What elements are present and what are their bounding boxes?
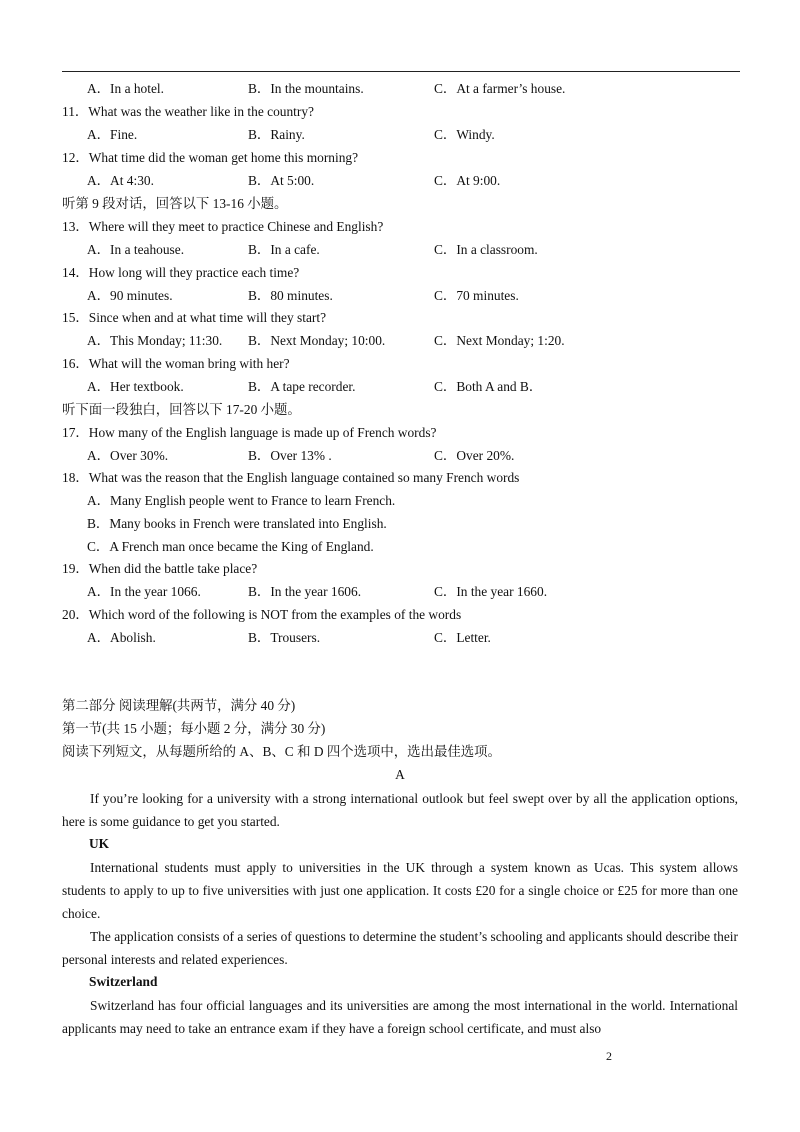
q18-option-b: B．Many books in French were translated into English. xyxy=(87,516,387,531)
q14-option-a: A．90 minutes. xyxy=(87,288,173,303)
q20-option-a: A．Abolish. xyxy=(87,630,156,645)
instruction-monologue: 听下面一段独白，回答以下 17-20 小题。 xyxy=(62,402,301,417)
q15-stem: 15．Since when and at what time will they start? xyxy=(62,310,327,325)
q15-option-a: A．This Monday; 11:30. xyxy=(87,333,223,348)
q20-option-b: B．Trousers. xyxy=(248,630,321,645)
q13-option-b: B．In a cafe. xyxy=(248,242,320,257)
q17-stem: 17．How many of the English language is made up of French words? xyxy=(62,425,437,440)
passage-intro: If you’re looking for a university with a strong international outlook but feel swept over by all the application options, here is some guidance to get you started. xyxy=(62,791,738,829)
reading-instruction: 阅读下列短文，从每题所给的 A、B、C 和 D 四个选项中，选出最佳选项。 xyxy=(62,744,501,759)
q17-option-a: A．Over 30%. xyxy=(87,448,169,463)
q18-stem: 18．What was the reason that the English language contained so many French words xyxy=(62,470,520,485)
q14-option-c: C．70 minutes. xyxy=(434,288,519,303)
q17-option-b: B．Over 13% . xyxy=(248,448,332,463)
page-number: 2 xyxy=(606,1049,612,1063)
q12-stem: 12．What time did the woman get home this morning? xyxy=(62,150,359,165)
uk-paragraph-2: The application consists of a series of questions to determine the student’s schooling and applicants should describe their personal interests and related experiences. xyxy=(62,929,738,967)
q11-option-c: C．Windy. xyxy=(434,127,495,142)
q12-option-a: A．At 4:30. xyxy=(87,173,154,188)
q12-option-c: C．At 9:00. xyxy=(434,173,501,188)
q19-stem: 19．When did the battle take place? xyxy=(62,561,258,576)
q20-stem: 20．Which word of the following is NOT from the examples of the words xyxy=(62,607,462,622)
q11-option-a: A．Fine. xyxy=(87,127,138,142)
q11-option-b: B．Rainy. xyxy=(248,127,305,142)
q16-stem: 16．What will the woman bring with her? xyxy=(62,356,290,371)
q16-option-b: B．A tape recorder. xyxy=(248,379,356,394)
passage-label: A xyxy=(395,767,405,782)
q10-option-a: A．In a hotel. xyxy=(87,81,164,96)
heading-switzerland: Switzerland xyxy=(89,974,158,989)
q14-option-b: B．80 minutes. xyxy=(248,288,333,303)
instruction-dialogue-9: 听第 9 段对话，回答以下 13-16 小题。 xyxy=(62,196,288,211)
q13-stem: 13．Where will they meet to practice Chinese and English? xyxy=(62,219,384,234)
q14-stem: 14．How long will they practice each time? xyxy=(62,265,300,280)
q15-option-c: C．Next Monday; 1:20. xyxy=(434,333,565,348)
q17-option-c: C．Over 20%. xyxy=(434,448,515,463)
q12-option-b: B．At 5:00. xyxy=(248,173,315,188)
heading-uk: UK xyxy=(89,836,110,851)
q13-option-a: A．In a teahouse. xyxy=(87,242,185,257)
q18-option-a: A．Many English people went to France to learn French. xyxy=(87,493,396,508)
q19-option-a: A．In the year 1066. xyxy=(87,584,201,599)
q11-stem: 11．What was the weather like in the country? xyxy=(62,104,314,119)
q13-option-c: C．In a classroom. xyxy=(434,242,538,257)
q10-option-c: C．At a farmer’s house. xyxy=(434,81,566,96)
q16-option-c: C．Both A and B． xyxy=(434,379,543,394)
q10-option-b: B．In the mountains. xyxy=(248,81,364,96)
q20-option-c: C．Letter. xyxy=(434,630,491,645)
q18-option-c: C．A French man once became the King of England. xyxy=(87,539,374,554)
q16-option-a: A．Her textbook. xyxy=(87,379,184,394)
uk-paragraph-1: International students must apply to universities in the UK through a system known as Ucas. This system allows students to apply to up to five universities with just one application. It costs £20 for a single choice or £25 for more than one choice. xyxy=(62,860,738,921)
q19-option-c: C．In the year 1660. xyxy=(434,584,548,599)
q19-option-b: B．In the year 1606. xyxy=(248,584,362,599)
switzerland-paragraph-1: Switzerland has four official languages and its universities are among the most international in the world. International applicants may need to take an entrance exam if they have a foreign school certificate, and must also xyxy=(62,998,738,1036)
part2-title: 第二部分 阅读理解(共两节，满分 40 分) xyxy=(62,698,296,713)
header-rule xyxy=(62,71,740,72)
section1-title: 第一节(共 15 小题；每小题 2 分，满分 30 分) xyxy=(62,721,326,736)
q15-option-b: B．Next Monday; 10:00. xyxy=(248,333,386,348)
